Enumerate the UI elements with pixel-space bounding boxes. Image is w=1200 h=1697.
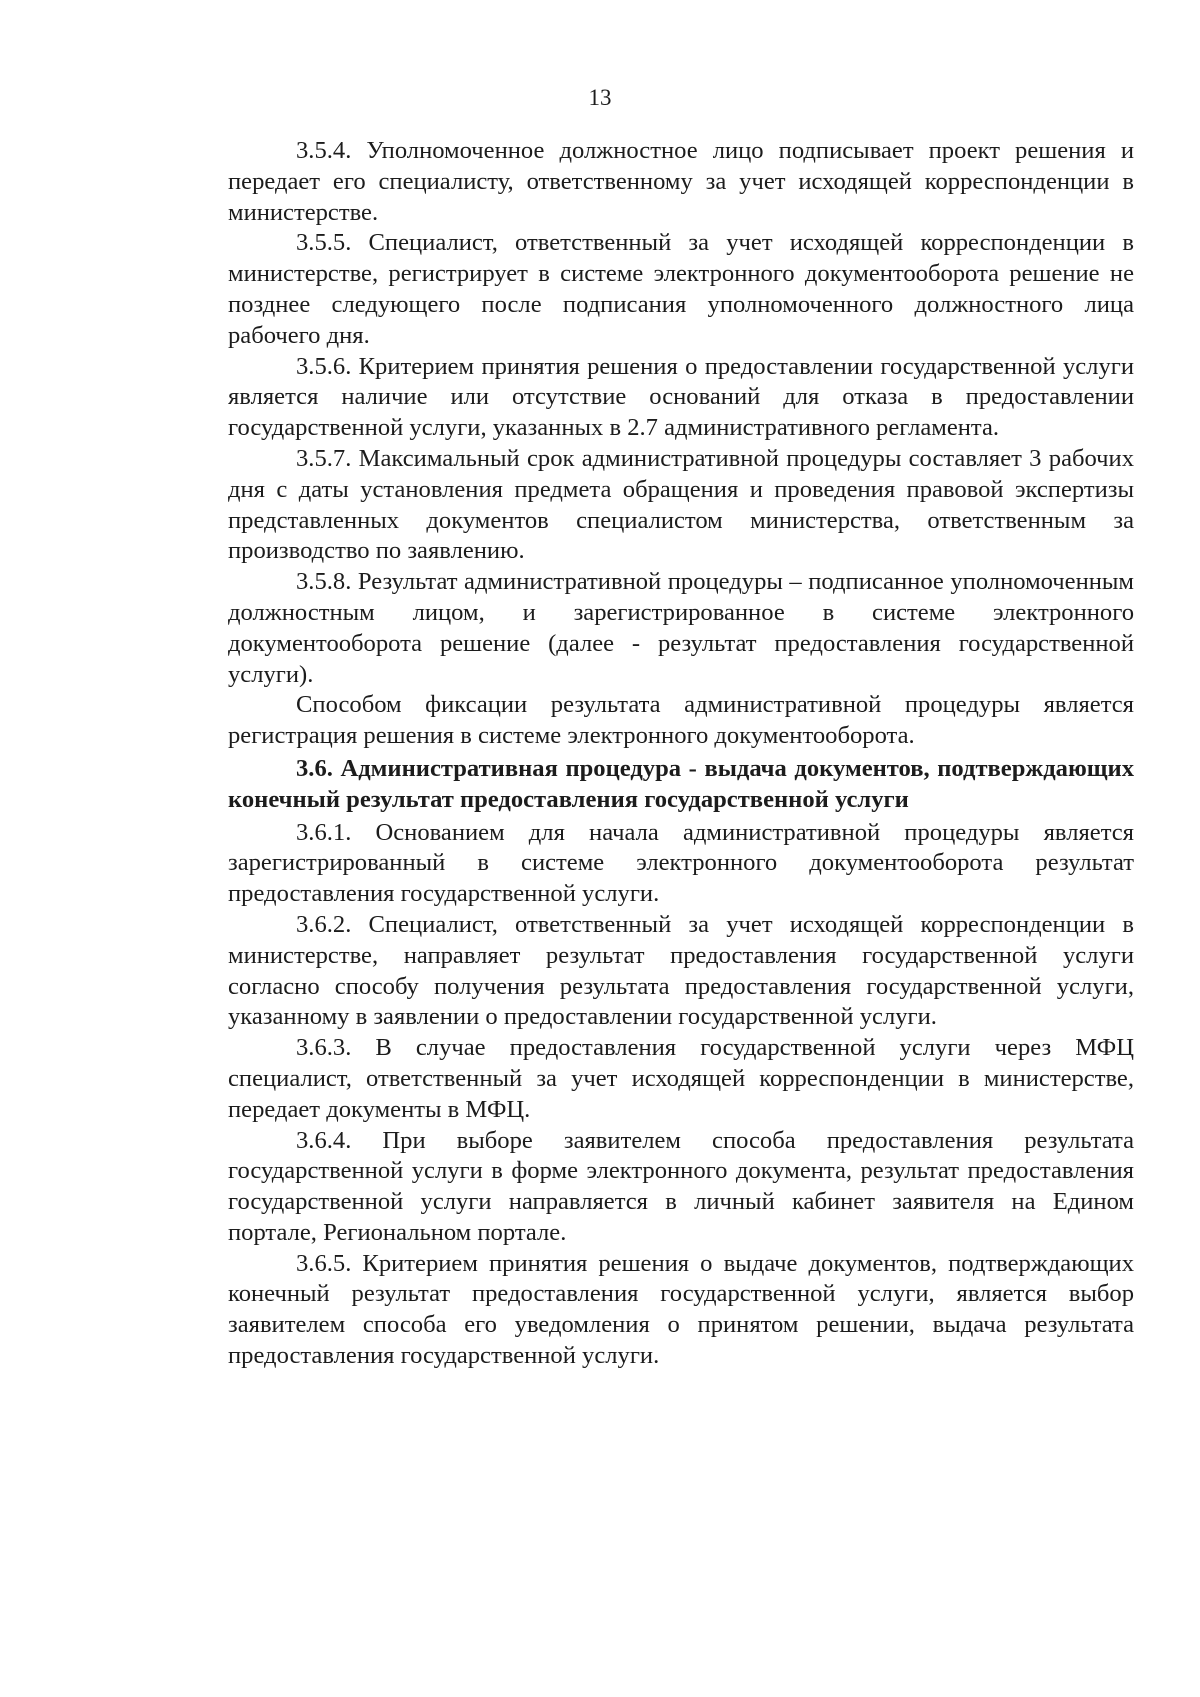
paragraph-3-5-6: 3.5.6. Критерием принятия решения о предоставлении государственной услуги является наличие или отсутствие оснований для отказа в предоставлении государственной услуги, указанных в 2.7 административного регламента. — [228, 352, 1134, 442]
document-body — [228, 136, 1134, 1372]
paragraph-3-5-4: 3.5.4. Уполномоченное должностное лицо подписывает проект решения и передает его специалисту, ответственному за учет исходящей корреспонденции в министерстве. — [228, 137, 1134, 226]
paragraph-3-5-8: 3.5.8. Результат административной процедуры – подписанное уполномоченным должностным лицом, и зарегистрированное в системе электронного документооборота решение (далее - результат предоставления государственной услуги). — [228, 568, 1134, 688]
paragraph-fixation-method: Способом фиксации результата административной процедуры является регистрация решения в системе электронного документооборота. — [228, 691, 1134, 750]
paragraph-3-5-7: 3.5.7. Максимальный срок административной процедуры составляет 3 рабочих дня с даты установления предмета обращения и проведения правовой экспертизы представленных документов специалистом министерства, ответственным за производство по заявлению. — [228, 444, 1134, 565]
section-heading-3-6: 3.6. Административная процедура - выдача документов, подтверждающих конечный результат предоставления государственной услуги — [228, 754, 1134, 813]
paragraph-3-6-5: 3.6.5. Критерием принятия решения о выдаче документов, подтверждающих конечный результат предоставления государственной услуги, является выбор заявителем способа его уведомления о принятом решении, выдача результата предоставления государственной услуги. — [228, 1249, 1134, 1370]
paragraph-3-6-4: 3.6.4. При выборе заявителем способа предоставления результата государственной услуги в форме электронного документа, результат предоставления государственной услуги направляется в личный кабинет заявителя на Едином портале, Региональном портале. — [228, 1126, 1134, 1246]
paragraph-3-6-3: 3.6.3. В случае предоставления государственной услуги через МФЦ специалист, ответственный за учет исходящей корреспонденции в министерстве, передает документы в МФЦ. — [228, 1034, 1134, 1123]
page-number: 13 — [588, 85, 612, 110]
paragraph-3-5-5: 3.5.5. Специалист, ответственный за учет исходящей корреспонденции в министерстве, регистрирует в системе электронного документооборота решение не позднее следующего после подписания уполномоченного должностного лица рабочего дня. — [228, 229, 1134, 349]
paragraph-3-6-2: 3.6.2. Специалист, ответственный за учет исходящей корреспонденции в министерстве, направляет результат предоставления государственной услуги согласно способу получения результата предоставления государственной услуги, указанному в заявлении о предоставлении государственной услуги. — [228, 910, 1134, 1031]
paragraph-3-6-1: 3.6.1. Основанием для начала административной процедуры является зарегистрированный в системе электронного документооборота результат предоставления государственной услуги. — [228, 818, 1134, 908]
